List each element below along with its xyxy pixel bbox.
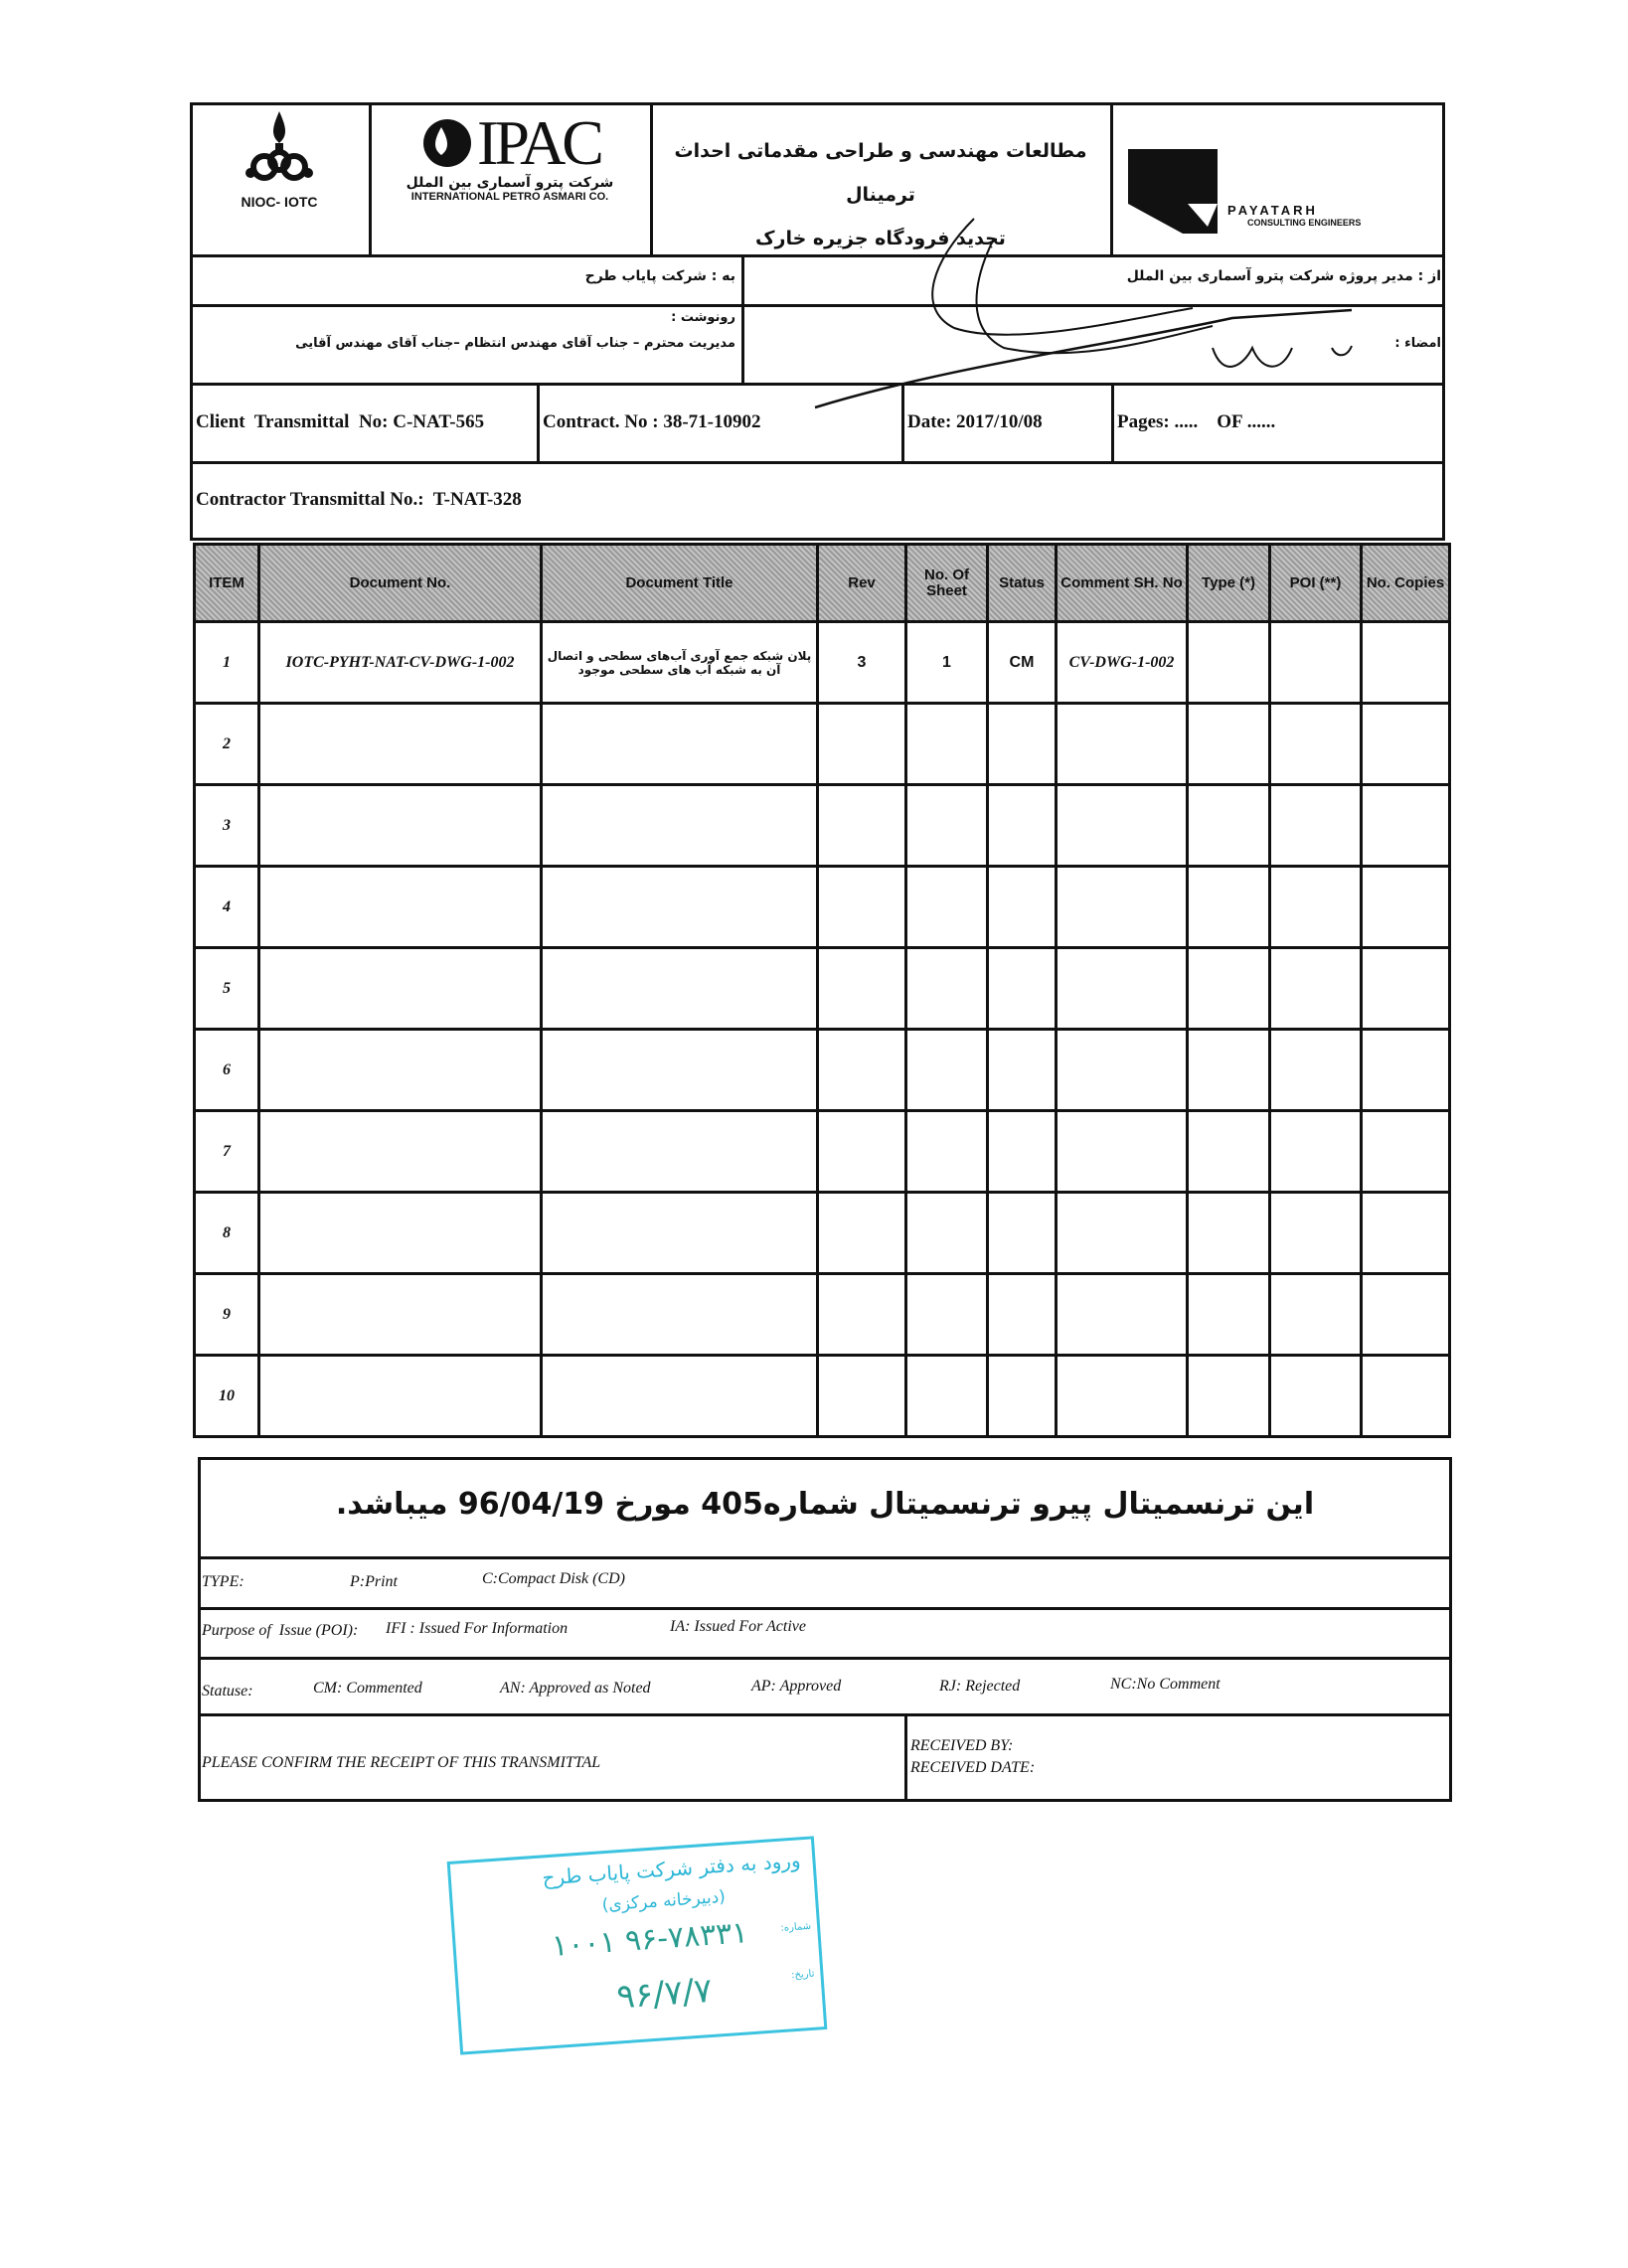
table-row [195, 704, 1450, 785]
cell-type [1188, 1356, 1270, 1437]
cell-copies [1362, 785, 1450, 867]
drop-icon [419, 113, 471, 173]
divider [198, 1713, 1452, 1716]
title-line-1: مطالعات مهندسی و طراحی مقدماتی احداث ترمینال [674, 140, 1087, 206]
cell-copies [1362, 1193, 1450, 1274]
cell-document-title [542, 785, 818, 867]
cell-poi [1270, 785, 1362, 867]
cell-status [988, 1030, 1057, 1111]
table-row [195, 1193, 1450, 1274]
divider [741, 254, 744, 383]
cell-type [1188, 1274, 1270, 1356]
poi-label: Purpose of Issue (POI): [202, 1622, 359, 1639]
cell-item: 7 [195, 1111, 259, 1193]
cell-rev [818, 1356, 906, 1437]
cell-status [988, 704, 1057, 785]
cell-comment-sh-no: CV-DWG-1-002 [1057, 622, 1188, 704]
col-poi: POI (**) [1270, 545, 1362, 622]
cell-comment-sh-no [1057, 785, 1188, 867]
table-row [195, 948, 1450, 1030]
cell-document-title [542, 1274, 818, 1356]
table-row [195, 1030, 1450, 1111]
type-print: P:Print [350, 1573, 398, 1590]
payatarh-name: PAYATARH [1227, 203, 1318, 218]
cell-document-no [259, 1274, 542, 1356]
cell-document-no [259, 1111, 542, 1193]
cc-value: مدیریت محترم – جناب آقای مهندس انتظام –جناب آقای مهندس آقایی [295, 336, 735, 351]
cell-poi [1270, 1274, 1362, 1356]
cell-copies [1362, 1274, 1450, 1356]
divider [198, 1657, 1452, 1660]
cell-item: 1 [195, 622, 259, 704]
cell-rev [818, 1193, 906, 1274]
cell-comment-sh-no [1057, 704, 1188, 785]
cell-item: 4 [195, 867, 259, 948]
cell-sheets [906, 1111, 988, 1193]
table-row [195, 1274, 1450, 1356]
cell-sheets [906, 1356, 988, 1437]
cell-status: CM [988, 622, 1057, 704]
divider [650, 102, 653, 254]
cell-copies [1362, 1030, 1450, 1111]
notice-text: این ترنسمیتال پیرو ترنسمیتال شماره405 مورخ 96/04/19 میباشد. [335, 1487, 1315, 1522]
cell-sheets [906, 704, 988, 785]
divider [198, 1607, 1452, 1610]
cell-sheets: 1 [906, 622, 988, 704]
divider [190, 461, 1445, 464]
table-row [195, 622, 1450, 704]
cell-document-title [542, 867, 818, 948]
cell-document-title [542, 1356, 818, 1437]
cell-type [1188, 1030, 1270, 1111]
cell-document-no: IOTC-PYHT-NAT-CV-DWG-1-002 [259, 622, 542, 704]
cell-poi [1270, 867, 1362, 948]
cell-document-title [542, 1030, 818, 1111]
cell-item: 9 [195, 1274, 259, 1356]
client-transmittal-no: Client Transmittal No: C-NAT-565 [196, 411, 485, 432]
cell-sheets [906, 867, 988, 948]
to-field: به : شرکت پایاب طرح [584, 268, 735, 284]
cell-comment-sh-no [1057, 1274, 1188, 1356]
nioc-logo-text: NIOC- IOTC [241, 194, 318, 210]
signature-label: امضاء : [1394, 336, 1441, 351]
cell-item: 3 [195, 785, 259, 867]
cell-type [1188, 867, 1270, 948]
cell-comment-sh-no [1057, 1356, 1188, 1437]
status-ap: AP: Approved [751, 1678, 842, 1695]
cell-copies [1362, 867, 1450, 948]
cell-poi [1270, 1356, 1362, 1437]
title-line-2: تجدید فرودگاه جزیره خارک [755, 228, 1006, 249]
cell-status [988, 1274, 1057, 1356]
col-status: Status [988, 545, 1057, 622]
cell-document-title [542, 1111, 818, 1193]
stamp-number-label: شماره: [780, 1920, 812, 1934]
cell-status [988, 1193, 1057, 1274]
type-label: TYPE: [202, 1573, 244, 1590]
stamp-date-label: تاریخ: [790, 1968, 815, 1982]
cell-document-no [259, 1193, 542, 1274]
cell-poi [1270, 704, 1362, 785]
cell-document-title [542, 1193, 818, 1274]
cell-rev [818, 1030, 906, 1111]
cell-copies [1362, 704, 1450, 785]
stamp-date: ۹۶/۷/۷ [615, 1970, 714, 2018]
cell-rev [818, 867, 906, 948]
cell-rev: 3 [818, 622, 906, 704]
cell-rev [818, 1111, 906, 1193]
cell-status [988, 785, 1057, 867]
cell-item: 2 [195, 704, 259, 785]
cell-item: 6 [195, 1030, 259, 1111]
cell-comment-sh-no [1057, 1193, 1188, 1274]
ipac-logo [376, 107, 644, 250]
cell-item: 10 [195, 1356, 259, 1437]
contractor-transmittal-no: Contractor Transmittal No.: T-NAT-328 [196, 489, 522, 510]
col-no-copies: No. Copies [1362, 545, 1450, 622]
cell-document-no [259, 704, 542, 785]
payatarh-subtitle: CONSULTING ENGINEERS [1247, 218, 1362, 228]
status-nc: NC:No Comment [1110, 1676, 1221, 1693]
divider [369, 102, 372, 254]
cell-copies [1362, 1111, 1450, 1193]
cell-type [1188, 948, 1270, 1030]
contract-no: Contract. No : 38-71-10902 [543, 411, 761, 432]
stamp-number: ۱۰۰۱ ۹۶-۷۸۳۳۱ [551, 1915, 749, 1964]
cell-type [1188, 1193, 1270, 1274]
cell-copies [1362, 622, 1450, 704]
status-an: AN: Approved as Noted [500, 1680, 651, 1697]
cell-item: 5 [195, 948, 259, 1030]
cell-status [988, 1356, 1057, 1437]
cell-sheets [906, 1193, 988, 1274]
cell-sheets [906, 785, 988, 867]
cell-item: 8 [195, 1193, 259, 1274]
confirm-text: PLEASE CONFIRM THE RECEIPT OF THIS TRANSMITTAL [202, 1754, 601, 1771]
cell-poi [1270, 948, 1362, 1030]
col-rev: Rev [818, 545, 906, 622]
poi-ifi: IFI : Issued For Information [386, 1620, 569, 1637]
cell-status [988, 948, 1057, 1030]
pages: Pages: ..... OF ...... [1117, 411, 1276, 432]
cell-copies [1362, 1356, 1450, 1437]
ipac-english: INTERNATIONAL PETRO ASMARI CO. [410, 191, 609, 203]
cell-sheets [906, 1030, 988, 1111]
cell-type [1188, 622, 1270, 704]
cell-copies [1362, 948, 1450, 1030]
cell-document-title: پلان شبکه جمع آوری آب‌های سطحی و اتصال آن به شبکه آب های سطحی موجود [542, 622, 818, 704]
stamp-line-2: (دبیرخانه مرکزی) [601, 1886, 727, 1916]
cell-poi [1270, 1030, 1362, 1111]
status-rj: RJ: Rejected [939, 1678, 1021, 1695]
cell-document-no [259, 1356, 542, 1437]
poi-ia: IA: Issued For Active [670, 1618, 806, 1635]
cell-type [1188, 785, 1270, 867]
cell-rev [818, 704, 906, 785]
cell-type [1188, 1111, 1270, 1193]
col-no-of-sheet: No. Of Sheet [906, 545, 988, 622]
divider [537, 383, 540, 461]
type-cd: C:Compact Disk (CD) [482, 1570, 625, 1587]
stamp-line-1: ورود به دفتر شرکت پایاب طرح [541, 1848, 802, 1890]
cell-comment-sh-no [1057, 1111, 1188, 1193]
ipac-persian: شرکت پترو آسماری بین الملل [406, 175, 614, 191]
divider [904, 1713, 907, 1802]
received-date: RECEIVED DATE: [910, 1759, 1036, 1776]
cell-sheets [906, 948, 988, 1030]
cell-poi [1270, 1193, 1362, 1274]
table-row [195, 867, 1450, 948]
cell-comment-sh-no [1057, 1030, 1188, 1111]
cell-status [988, 867, 1057, 948]
received-stamp [447, 1836, 828, 2054]
col-item: ITEM [195, 545, 259, 622]
date: Date: 2017/10/08 [907, 411, 1043, 432]
cell-comment-sh-no [1057, 948, 1188, 1030]
cell-rev [818, 1274, 906, 1356]
cell-poi [1270, 622, 1362, 704]
cell-poi [1270, 1111, 1362, 1193]
cell-document-no [259, 1030, 542, 1111]
col-comment-sh-no: Comment SH. No [1057, 545, 1188, 622]
handwritten-signature [795, 199, 1391, 427]
cell-document-no [259, 867, 542, 948]
table-row [195, 1356, 1450, 1437]
cell-rev [818, 948, 906, 1030]
documents-table [193, 543, 1451, 1438]
ipac-brand: IPAC [477, 107, 600, 178]
table-header [195, 545, 1450, 622]
cell-comment-sh-no [1057, 867, 1188, 948]
received-by: RECEIVED BY: [910, 1737, 1014, 1754]
status-label: Statuse: [202, 1683, 253, 1700]
cell-document-title [542, 948, 818, 1030]
cell-document-no [259, 785, 542, 867]
col-document-title: Document Title [542, 545, 818, 622]
status-cm: CM: Commented [313, 1680, 422, 1697]
col-document-no: Document No. [259, 545, 542, 622]
nioc-emblem-icon [244, 109, 314, 189]
cell-document-no [259, 948, 542, 1030]
col-type: Type (*) [1188, 545, 1270, 622]
cell-type [1188, 704, 1270, 785]
table-row [195, 785, 1450, 867]
cell-status [988, 1111, 1057, 1193]
table-row [195, 1111, 1450, 1193]
from-field: از : مدیر پروژه شرکت پترو آسماری بین الملل [1126, 268, 1441, 284]
cell-sheets [906, 1274, 988, 1356]
cell-document-title [542, 704, 818, 785]
cc-label: رونوشت : [671, 310, 735, 325]
divider [198, 1556, 1452, 1559]
nioc-logo [190, 109, 369, 248]
cell-rev [818, 785, 906, 867]
